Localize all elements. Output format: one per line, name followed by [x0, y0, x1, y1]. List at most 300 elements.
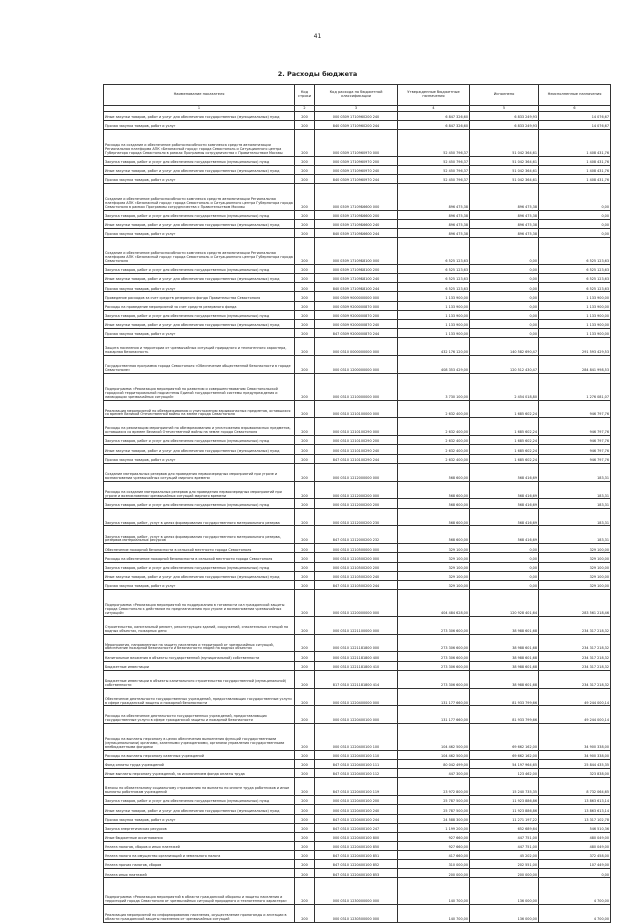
cell-unexecuted-amount: 329 100,00 — [539, 562, 611, 571]
cell-classification-code: 000 0310 1220400100 200 — [315, 796, 398, 805]
cell-executed-amount: 568 416,69 — [470, 499, 539, 508]
cell-indicator-name: Прочая закупка товаров, работ и услуг — [104, 229, 295, 238]
cell-unexecuted-amount: 34 900 338,00 — [539, 750, 611, 759]
cell-classification-code: 000 0310 1210500200 000 — [315, 553, 398, 562]
cell-line-code: 200 — [295, 544, 315, 553]
cell-approved-amount: 24 588 300,00 — [398, 814, 470, 823]
table-row — [104, 238, 611, 265]
cell-unexecuted-amount: 6 525 123,63 — [539, 274, 611, 283]
cell-line-code: 200 — [295, 112, 315, 121]
cell-approved-amount: 104 462 500,00 — [398, 750, 470, 759]
cell-indicator-name: Обеспечение деятельности государственных учреждений, предоставляющих государственные услуги в сфере гражданской защиты и пожарной безопасности — [104, 688, 295, 706]
cell-executed-amount: 136 000,00 — [470, 905, 539, 923]
table-row — [104, 301, 611, 310]
cell-line-code: 200 — [295, 418, 315, 436]
cell-executed-amount: 6 833 249,93 — [470, 121, 539, 130]
cell-unexecuted-amount: 49 244 000,14 — [539, 688, 611, 706]
cell-indicator-name: Закупка товаров, работ и услуг для обеспечения государственных (муниципальных) нужд — [104, 156, 295, 165]
cell-executed-amount: 38 988 601,68 — [470, 634, 539, 652]
cell-classification-code: 000 0310 1210500000 000 — [315, 544, 398, 553]
cell-unexecuted-amount: 283 561 218,46 — [539, 590, 611, 617]
cell-classification-code: 000 0309 17109Б6600 240 — [315, 220, 398, 229]
cell-unexecuted-amount: 0,00 — [539, 220, 611, 229]
cell-approved-amount: 140 700,00 — [398, 878, 470, 905]
cell-executed-amount: 1 685 602,24 — [470, 445, 539, 454]
cell-classification-code: 000 0310 1220400100 850 — [315, 841, 398, 850]
cell-executed-amount: 69 662 162,00 — [470, 750, 539, 759]
cell-indicator-name: Закупка товаров, работ и услуг для обеспечения государственных (муниципальных) нужд — [104, 265, 295, 274]
cell-classification-code: 000 0310 1220000000 000 — [315, 590, 398, 617]
cell-executed-amount: 0,00 — [470, 319, 539, 328]
cell-classification-code: 000 0310 1212000000 000 — [315, 463, 398, 481]
cell-executed-amount: 81 933 799,66 — [470, 706, 539, 724]
cell-indicator-name: Закупка товаров, работ, услуг в целях формирования государственного материального резерва — [104, 508, 295, 526]
cell-unexecuted-amount: 234 317 218,32 — [539, 670, 611, 688]
cell-indicator-name: Проведение расходов за счет средств резервного фонда Правительства Севастополя — [104, 292, 295, 301]
table-row — [104, 328, 611, 337]
cell-executed-amount: 568 416,69 — [470, 481, 539, 499]
cell-line-code: 200 — [295, 526, 315, 544]
cell-unexecuted-amount: 183,31 — [539, 499, 611, 508]
cell-indicator-name: Обеспечение пожарной безопасности в сельской местности города Севастополя — [104, 544, 295, 553]
cell-executed-amount: 1 685 602,24 — [470, 418, 539, 436]
cell-indicator-name: Закупка энергетических ресурсов — [104, 823, 295, 832]
cell-indicator-name: Иные закупки товаров, работ и услуг для обеспечения государственных (муниципальных) нужд — [104, 112, 295, 121]
cell-unexecuted-amount: 0,00 — [539, 229, 611, 238]
cell-classification-code: 000 0309 1710960970 200 — [315, 156, 398, 165]
cell-unexecuted-amount: 14 076,67 — [539, 112, 611, 121]
cell-unexecuted-amount: 25 844 435,35 — [539, 760, 611, 769]
cell-classification-code: 000 0310 1221181800 410 — [315, 661, 398, 670]
cell-classification-code: 847 0310 1220400100 851 — [315, 851, 398, 860]
cell-approved-amount: 6 525 123,63 — [398, 238, 470, 265]
cell-classification-code: 000 0310 1210100290 240 — [315, 445, 398, 454]
cell-approved-amount: 2 632 400,00 — [398, 454, 470, 463]
cell-unexecuted-amount: 1 133 900,00 — [539, 319, 611, 328]
table-row — [104, 841, 611, 850]
table-row — [104, 210, 611, 219]
cell-indicator-name: Иные выплаты персоналу учреждений, за исключением фонда оплаты труда — [104, 769, 295, 778]
cell-executed-amount: 38 988 601,68 — [470, 661, 539, 670]
cell-approved-amount: 104 462 500,00 — [398, 724, 470, 751]
cell-unexecuted-amount: 946 797,76 — [539, 454, 611, 463]
cell-indicator-name: Иные закупки товаров, работ и услуг для обеспечения государственных (муниципальных) нужд — [104, 571, 295, 580]
header-approved-amount: Утвержденные бюджетные назначения — [398, 85, 470, 106]
cell-unexecuted-amount: 234 317 218,32 — [539, 661, 611, 670]
cell-line-code: 200 — [295, 814, 315, 823]
cell-classification-code: 000 0310 1221181800 400 — [315, 652, 398, 661]
cell-classification-code: 000 0310 1210500200 240 — [315, 571, 398, 580]
header-classification-code: Код расхода по бюджетной классификации — [315, 85, 398, 106]
cell-approved-amount: 25 787 500,00 — [398, 805, 470, 814]
cell-classification-code: 840 0309 1710960200 244 — [315, 121, 398, 130]
cell-indicator-name: Прочая закупка товаров, работ и услуг — [104, 121, 295, 130]
cell-unexecuted-amount: 329 100,00 — [539, 571, 611, 580]
table-row — [104, 274, 611, 283]
cell-indicator-name: Подпрограмма «Реализация мероприятий по развитию и совершенствованию Севастопольской городской территориальной подсистемы Единой государственной системы предупреждения и ликвидации чрезвычайных ситуаций» — [104, 373, 295, 400]
cell-unexecuted-amount: 1 408 431,76 — [539, 130, 611, 157]
cell-indicator-name: Защита населения и территории от чрезвычайных ситуаций природного и техногенного характера, пожарная безопасность — [104, 338, 295, 356]
cell-executed-amount: 652 689,64 — [470, 823, 539, 832]
cell-line-code: 200 — [295, 670, 315, 688]
table-row — [104, 571, 611, 580]
header-line-code: Код строки — [295, 85, 315, 106]
cell-classification-code: 847 0310 1212000200 232 — [315, 526, 398, 544]
cell-executed-amount: 123 462,00 — [470, 769, 539, 778]
cell-line-code: 200 — [295, 301, 315, 310]
cell-classification-code: 847 0310 1210100290 244 — [315, 454, 398, 463]
cell-indicator-name: Подпрограмма «Реализация мероприятий по поддержанию в готовности сил гражданской защиты города Севастополя к действиям по предназначению при угрозе и возникновении чрезвычайных ситуаций» — [104, 590, 295, 617]
cell-indicator-name: Расходы на создание материальных резервов для проведения первоочередных мероприятий при угрозе и возникновении чрезвычайных ситуаций мирного времени — [104, 481, 295, 499]
cell-executed-amount: 447 751,00 — [470, 832, 539, 841]
cell-indicator-name: Мероприятия, направленные на защиту населения и территорий от чрезвычайных ситуаций, обеспечение пожарной безопасности и безопасности людей на водных объектах — [104, 634, 295, 652]
cell-classification-code: 000 0310 0000000000 000 — [315, 338, 398, 356]
cell-unexecuted-amount: 6 525 123,63 — [539, 265, 611, 274]
cell-unexecuted-amount: 329 100,00 — [539, 553, 611, 562]
cell-unexecuted-amount: 234 317 218,32 — [539, 616, 611, 634]
cell-line-code: 200 — [295, 283, 315, 292]
cell-line-code: 200 — [295, 706, 315, 724]
cell-approved-amount: 896 475,38 — [398, 229, 470, 238]
cell-approved-amount: 568 600,00 — [398, 526, 470, 544]
cell-executed-amount: 120 512 430,47 — [470, 356, 539, 374]
cell-approved-amount: 52 450 796,37 — [398, 175, 470, 184]
table-row — [104, 590, 611, 617]
cell-classification-code: 000 0310 1230500000 000 — [315, 905, 398, 923]
cell-executed-amount: 11 271 197,22 — [470, 814, 539, 823]
cell-indicator-name: Уплата иных платежей — [104, 869, 295, 878]
cell-indicator-name: Реализация мероприятий по информированию населения, осуществление пропаганды и агитации в области гражданской защиты населения от чрезвычайных ситуаций — [104, 905, 295, 923]
cell-executed-amount: 45 202,00 — [470, 851, 539, 860]
cell-classification-code: 000 0309 9200000870 000 — [315, 301, 398, 310]
cell-approved-amount: 200 000,00 — [398, 869, 470, 878]
cell-line-code: 200 — [295, 851, 315, 860]
table-row — [104, 229, 611, 238]
header-executed-amount: Исполнено — [470, 85, 539, 106]
cell-approved-amount: 6 525 123,63 — [398, 283, 470, 292]
cell-unexecuted-amount: 6 525 123,63 — [539, 238, 611, 265]
cell-approved-amount: 329 100,00 — [398, 544, 470, 553]
header-unexecuted-amount: Неисполненные назначения — [539, 85, 611, 106]
cell-approved-amount: 80 042 499,00 — [398, 760, 470, 769]
table-row — [104, 499, 611, 508]
table-row — [104, 661, 611, 670]
cell-unexecuted-amount: 1 408 431,76 — [539, 156, 611, 165]
cell-executed-amount: 38 988 601,68 — [470, 652, 539, 661]
cell-indicator-name: Иные закупки товаров, работ и услуг для обеспечения государственных (муниципальных) нужд — [104, 166, 295, 175]
cell-line-code: 200 — [295, 905, 315, 923]
cell-approved-amount: 310 000,00 — [398, 860, 470, 869]
cell-line-code: 200 — [295, 652, 315, 661]
cell-unexecuted-amount: 1 408 431,76 — [539, 166, 611, 175]
table-row — [104, 652, 611, 661]
colnum-indicator-name: 1 — [104, 106, 295, 112]
cell-executed-amount: 38 988 601,68 — [470, 670, 539, 688]
table-row — [104, 400, 611, 418]
cell-indicator-name: Расходы на реализацию мероприятий по обезвреживанию и уничтожению взрывоопасных предметов, оставшихся со времен Великой Отечественной войны на земле города Севастополя — [104, 418, 295, 436]
cell-line-code: 200 — [295, 724, 315, 751]
cell-indicator-name: Уплата прочих налогов, сборов — [104, 860, 295, 869]
cell-classification-code: 847 0310 1220400100 853 — [315, 869, 398, 878]
cell-indicator-name: Расходы на проведение мероприятий за счет средств резервного фонда — [104, 301, 295, 310]
cell-indicator-name: Бюджетные инвестиции в объекты капитального строительства государственной (муниципальной) собственности — [104, 670, 295, 688]
table-row — [104, 418, 611, 436]
table-row — [104, 175, 611, 184]
cell-line-code: 200 — [295, 778, 315, 796]
cell-classification-code: 847 0310 1220400100 852 — [315, 860, 398, 869]
cell-classification-code: 000 0310 1212000200 230 — [315, 508, 398, 526]
cell-executed-amount: 54 197 964,65 — [470, 760, 539, 769]
cell-approved-amount: 273 306 600,00 — [398, 661, 470, 670]
cell-classification-code: 000 0309 9000000000 000 — [315, 292, 398, 301]
table-row — [104, 481, 611, 499]
cell-indicator-name: Расходы на выплаты персоналу казенных учреждений — [104, 750, 295, 759]
cell-approved-amount: 131 177 660,00 — [398, 706, 470, 724]
cell-approved-amount: 568 600,00 — [398, 508, 470, 526]
table-row — [104, 869, 611, 878]
cell-unexecuted-amount: 0,00 — [539, 869, 611, 878]
cell-unexecuted-amount: 49 244 000,14 — [539, 706, 611, 724]
table-row — [104, 121, 611, 130]
cell-line-code: 200 — [295, 463, 315, 481]
cell-indicator-name: Иные закупки товаров, работ и услуг для обеспечения государственных (муниципальных) нужд — [104, 805, 295, 814]
cell-line-code: 200 — [295, 436, 315, 445]
cell-approved-amount: 417 660,00 — [398, 851, 470, 860]
cell-approved-amount: 6 525 123,63 — [398, 274, 470, 283]
cell-classification-code: 000 0310 1212000200 000 — [315, 481, 398, 499]
table-row — [104, 778, 611, 796]
cell-line-code: 200 — [295, 878, 315, 905]
cell-approved-amount: 329 100,00 — [398, 580, 470, 589]
cell-approved-amount: 568 600,00 — [398, 481, 470, 499]
colnum-classification-code: 3 — [315, 106, 398, 112]
cell-executed-amount: 0,00 — [470, 571, 539, 580]
cell-line-code: 200 — [295, 760, 315, 769]
cell-line-code: 200 — [295, 328, 315, 337]
cell-executed-amount: 38 988 601,68 — [470, 616, 539, 634]
cell-unexecuted-amount: 4 700,00 — [539, 878, 611, 905]
cell-line-code: 200 — [295, 238, 315, 265]
cell-approved-amount: 23 972 800,00 — [398, 778, 470, 796]
table-row — [104, 356, 611, 374]
cell-approved-amount: 2 632 400,00 — [398, 445, 470, 454]
cell-indicator-name: Подпрограмма «Реализация мероприятий в области гражданской обороны и защиты населения и территорий города Севастополя от чрезвычайных ситуаций природного и техногенного характера» — [104, 878, 295, 905]
table-row — [104, 292, 611, 301]
cell-approved-amount: 329 100,00 — [398, 562, 470, 571]
cell-classification-code: 000 0310 1220400100 800 — [315, 832, 398, 841]
cell-classification-code: 000 0310 1210100290 000 — [315, 418, 398, 436]
cell-line-code: 200 — [295, 156, 315, 165]
cell-executed-amount: 120 928 401,64 — [470, 590, 539, 617]
cell-classification-code: 000 0310 1210100000 000 — [315, 400, 398, 418]
cell-line-code: 200 — [295, 319, 315, 328]
table-row — [104, 373, 611, 400]
table-row — [104, 463, 611, 481]
table-row — [104, 634, 611, 652]
cell-line-code: 200 — [295, 688, 315, 706]
cell-classification-code: 000 0309 17109Б6600 200 — [315, 210, 398, 219]
table-row — [104, 338, 611, 356]
cell-unexecuted-amount: 234 317 218,32 — [539, 652, 611, 661]
colnum-executed-amount: 5 — [470, 106, 539, 112]
cell-approved-amount: 1 133 900,00 — [398, 319, 470, 328]
cell-line-code: 200 — [295, 184, 315, 211]
cell-executed-amount: 568 416,69 — [470, 463, 539, 481]
cell-executed-amount: 0,00 — [470, 265, 539, 274]
colnum-line-code: 2 — [295, 106, 315, 112]
table-row — [104, 724, 611, 751]
cell-unexecuted-amount: 14 076,67 — [539, 121, 611, 130]
cell-approved-amount: 273 306 600,00 — [398, 670, 470, 688]
cell-indicator-name: Создание и обеспечение работоспособности комплекса средств автоматизации Региональная платформа АПК «Безопасный город» города Севастополь и Ситуационного центра Губернатора города Севастополя — [104, 238, 295, 265]
cell-line-code: 200 — [295, 274, 315, 283]
cell-classification-code: 000 0309 17109Б8100 200 — [315, 265, 398, 274]
table-row — [104, 823, 611, 832]
cell-approved-amount: 6 525 123,63 — [398, 265, 470, 274]
cell-approved-amount: 927 660,00 — [398, 832, 470, 841]
cell-indicator-name: Создание и обеспечение работоспособности комплекса средств автоматизации Региональная платформа АПК «Безопасный город» города Севастополь и Ситуационного центра Губернатора города Севастополя в рамках Программы сотрудничества с Правительством Москвы — [104, 184, 295, 211]
cell-classification-code: 000 0310 1220400100 240 — [315, 805, 398, 814]
cell-indicator-name: Закупка товаров, работ и услуг для обеспечения государственных (муниципальных) нужд — [104, 796, 295, 805]
cell-indicator-name: Закупка товаров, работ и услуг для обеспечения государственных (муниципальных) нужд — [104, 562, 295, 571]
cell-indicator-name: Прочая закупка товаров, работ и услуг — [104, 580, 295, 589]
cell-approved-amount: 52 450 796,37 — [398, 156, 470, 165]
cell-unexecuted-amount: 4 700,00 — [539, 905, 611, 923]
cell-line-code: 200 — [295, 661, 315, 670]
cell-line-code: 200 — [295, 796, 315, 805]
cell-approved-amount: 1 133 900,00 — [398, 292, 470, 301]
table-row — [104, 832, 611, 841]
cell-approved-amount: 3 730 100,00 — [398, 373, 470, 400]
cell-line-code: 200 — [295, 823, 315, 832]
cell-executed-amount: 11 923 886,86 — [470, 796, 539, 805]
cell-line-code: 200 — [295, 860, 315, 869]
cell-line-code: 200 — [295, 616, 315, 634]
cell-unexecuted-amount: 183,31 — [539, 508, 611, 526]
table-row — [104, 310, 611, 319]
cell-indicator-name: Расходы на создание и обеспечение работоспособности комплекса средств автоматизации Региональная платформа АПК «Безопасный город» города Севастополь и Ситуационного центра Губернатора города Севастополя в рамках Программы сотрудничества с Правительством Москвы — [104, 130, 295, 157]
cell-unexecuted-amount: 1 133 900,00 — [539, 328, 611, 337]
cell-executed-amount: 896 475,38 — [470, 210, 539, 219]
cell-unexecuted-amount: 183,31 — [539, 526, 611, 544]
table-row — [104, 130, 611, 157]
cell-indicator-name: Государственная программа города Севастополя «Обеспечение общественной безопасности в городе Севастополе» — [104, 356, 295, 374]
table-row — [104, 445, 611, 454]
cell-unexecuted-amount: 0,00 — [539, 184, 611, 211]
cell-executed-amount: 1 685 602,24 — [470, 454, 539, 463]
cell-approved-amount: 432 176 120,00 — [398, 338, 470, 356]
cell-approved-amount: 927 660,00 — [398, 841, 470, 850]
cell-executed-amount: 81 933 799,66 — [470, 688, 539, 706]
table-row — [104, 553, 611, 562]
cell-executed-amount: 0,00 — [470, 544, 539, 553]
cell-classification-code: 000 0310 1220400100 100 — [315, 724, 398, 751]
cell-classification-code: 000 0310 1221100000 000 — [315, 616, 398, 634]
cell-executed-amount: 200 000,00 — [470, 869, 539, 878]
cell-indicator-name: Уплата налога на имущество организаций и земельного налога — [104, 851, 295, 860]
cell-line-code: 200 — [295, 265, 315, 274]
cell-classification-code: 847 0310 1220400100 244 — [315, 814, 398, 823]
colnum-unexecuted-amount: 6 — [539, 106, 611, 112]
cell-indicator-name: Иные закупки товаров, работ и услуг для обеспечения государственных (муниципальных) нужд — [104, 445, 295, 454]
table-row — [104, 454, 611, 463]
cell-classification-code: 000 0310 1210500200 200 — [315, 562, 398, 571]
cell-executed-amount: 0,00 — [470, 238, 539, 265]
cell-approved-amount: 568 600,00 — [398, 499, 470, 508]
cell-indicator-name: Прочая закупка товаров, работ и услуг — [104, 175, 295, 184]
table-row — [104, 508, 611, 526]
cell-executed-amount: 0,00 — [470, 580, 539, 589]
cell-unexecuted-amount: 329 100,00 — [539, 580, 611, 589]
cell-executed-amount: 568 416,69 — [470, 526, 539, 544]
cell-indicator-name: Закупка товаров, работ и услуг для обеспечения государственных (муниципальных) нужд — [104, 436, 295, 445]
table-row — [104, 905, 611, 923]
table-row — [104, 670, 611, 688]
cell-unexecuted-amount: 107 449,00 — [539, 860, 611, 869]
cell-unexecuted-amount: 13 863 613,14 — [539, 796, 611, 805]
table-row — [104, 796, 611, 805]
table-row — [104, 750, 611, 759]
cell-approved-amount: 1 133 900,00 — [398, 328, 470, 337]
cell-classification-code: 000 0309 1710960200 240 — [315, 112, 398, 121]
cell-approved-amount: 1 133 900,00 — [398, 301, 470, 310]
cell-approved-amount: 131 177 660,00 — [398, 688, 470, 706]
cell-unexecuted-amount: 34 900 338,00 — [539, 724, 611, 751]
cell-executed-amount: 0,00 — [470, 274, 539, 283]
cell-executed-amount: 896 475,38 — [470, 220, 539, 229]
cell-classification-code: 847 0310 1220400100 119 — [315, 778, 398, 796]
cell-executed-amount: 0,00 — [470, 310, 539, 319]
cell-approved-amount: 1 133 900,00 — [398, 310, 470, 319]
cell-executed-amount: 51 042 364,61 — [470, 130, 539, 157]
cell-approved-amount: 140 700,00 — [398, 905, 470, 923]
table-row — [104, 220, 611, 229]
cell-classification-code: 840 0309 1710960970 244 — [315, 175, 398, 184]
cell-unexecuted-amount: 329 100,00 — [539, 544, 611, 553]
cell-indicator-name: Иные закупки товаров, работ и услуг для обеспечения государственных (муниципальных) нужд — [104, 274, 295, 283]
cell-indicator-name: Прочая закупка товаров, работ и услуг — [104, 328, 295, 337]
cell-unexecuted-amount: 13 863 613,14 — [539, 805, 611, 814]
cell-executed-amount: 51 042 364,61 — [470, 166, 539, 175]
cell-line-code: 200 — [295, 166, 315, 175]
cell-executed-amount: 2 454 018,80 — [470, 373, 539, 400]
cell-line-code: 200 — [295, 841, 315, 850]
cell-approved-amount: 329 100,00 — [398, 571, 470, 580]
cell-approved-amount: 2 632 400,00 — [398, 400, 470, 418]
cell-unexecuted-amount: 234 317 218,32 — [539, 634, 611, 652]
table-row — [104, 580, 611, 589]
cell-approved-amount: 1 199 200,00 — [398, 823, 470, 832]
cell-unexecuted-amount: 6 525 123,63 — [539, 283, 611, 292]
table-row — [104, 706, 611, 724]
cell-classification-code: 000 0310 1210000000 000 — [315, 373, 398, 400]
cell-approved-amount: 408 353 429,00 — [398, 356, 470, 374]
cell-classification-code: 000 0309 1710960970 000 — [315, 130, 398, 157]
table-row — [104, 156, 611, 165]
cell-line-code: 200 — [295, 310, 315, 319]
cell-executed-amount: 0,00 — [470, 562, 539, 571]
cell-indicator-name: Взносы по обязательному социальному страхованию на выплаты по оплате труда работников и иные выплаты работникам учреждений — [104, 778, 295, 796]
table-row — [104, 851, 611, 860]
cell-indicator-name: Прочая закупка товаров, работ и услуг — [104, 283, 295, 292]
cell-line-code: 200 — [295, 338, 315, 356]
cell-approved-amount: 2 632 400,00 — [398, 418, 470, 436]
cell-classification-code: 840 0309 17109Б6600 244 — [315, 229, 398, 238]
cell-unexecuted-amount: 480 049,00 — [539, 832, 611, 841]
cell-classification-code: 000 0310 1210100290 200 — [315, 436, 398, 445]
cell-classification-code: 000 0310 1200000000 000 — [315, 356, 398, 374]
cell-indicator-name: Закупка товаров, работ и услуг для обеспечения государственных (муниципальных) нужд — [104, 210, 295, 219]
